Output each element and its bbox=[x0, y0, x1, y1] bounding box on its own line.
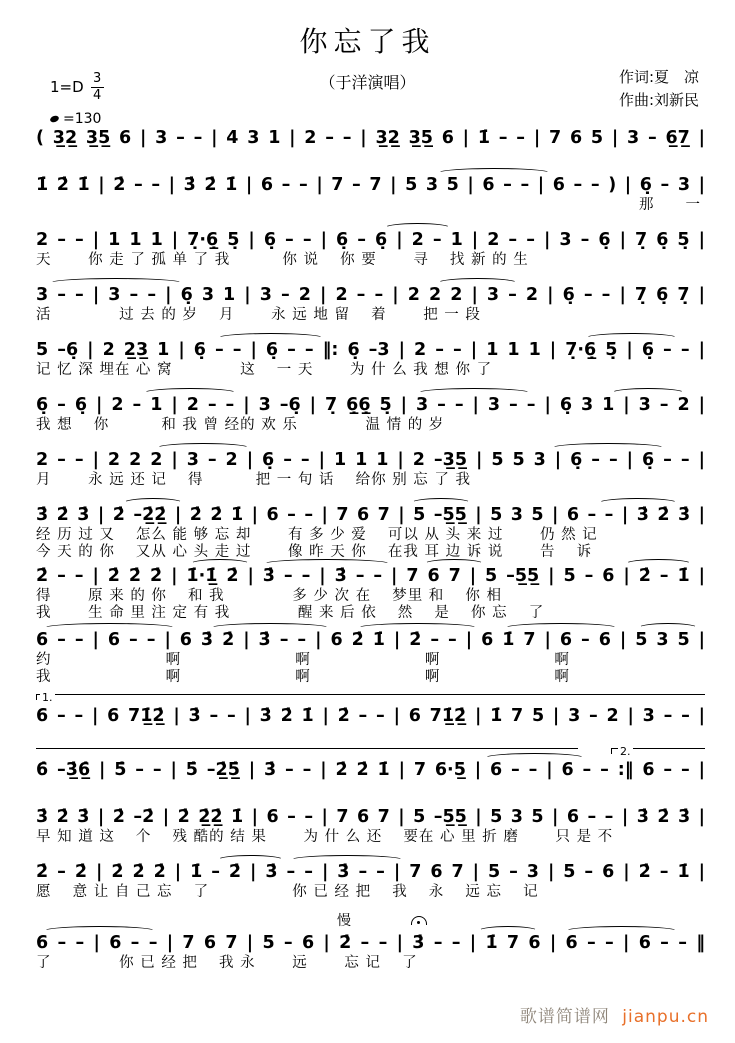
notation-line: 5 –6̣ | 2 2̲3̲ 1 | 6̣ – – | 6̣ – – ‖: 6̣ –3 | 2 – – | 1 1 1 | 7̣·6̲̣ 5̣ | 6̣ – – | bbox=[36, 340, 705, 360]
notation-line: 2 – – | 2 2 2 | 3 – 2 | 6̣ – – | 1 1 1 | 2 –3̲5̲ | 5 5 3 | 6̣ – – | 6̣ – – | bbox=[36, 450, 705, 470]
score bbox=[36, 126, 705, 972]
score-system bbox=[36, 564, 705, 622]
score-system bbox=[36, 691, 705, 728]
score-system bbox=[36, 338, 705, 379]
notation-line: 3̇ 2̇ 3̇ | 2̇ –2̲̇2̲̇ | 2̇ 2̇ 1̇ | 6 – – | 7 6 7 | 5 –5̲5̲ | 5 3 5 | 6 – – | 3̇ 2̇ 3̇ | bbox=[36, 505, 705, 525]
notation-line: 1̇ 2̇ 1̇ | 2̇ – – | 3̇ 2̇ 1̇ | 6 – – | 7 – 7 | 5 3 5 | 6 – – | 6 – – ) | 6̣ – 3 | bbox=[36, 175, 705, 195]
volta-brackets bbox=[36, 745, 705, 758]
lyrics-line: 天 你 走 了 孤 单 了 我 你 说 你 要 寻 找 新 的 生 bbox=[36, 252, 529, 268]
time-signature bbox=[91, 72, 104, 102]
score-system bbox=[36, 860, 705, 901]
tempo-marking bbox=[50, 111, 104, 127]
notation-line: 2 – – | 1 1 1 | 7̣·6̲̣ 5̣ | 6̣ – – | 6̣ – 6̣ | 2 – 1 | 2 – – | 3 – 6̣ | 7̣ 6̣ 5̣ | bbox=[36, 230, 705, 250]
lyrics-line: 早 知 道 这 个 残 酷的 结 果 为 什 么 还 要在 心 里 折 磨 只 是 不 bbox=[36, 829, 614, 845]
lyrics-line: 得 原 来 的 你 和 我 多 少 次 在 梦里 和 你 相 bbox=[36, 588, 503, 604]
volta-1-line bbox=[36, 694, 705, 700]
lyrics-line: 了 你 已 经 把 我 永 远 忘 记 了 bbox=[36, 955, 418, 971]
notation-line: 6 – – | 6 – – | 6 3̇ 2̇ | 3̇ – – | 6 2̇ 1̇ | 2̇ – – | 6 1̇ 7 | 6 – 6 | 5 3 5 | bbox=[36, 630, 705, 650]
performer-note: （于洋演唱） bbox=[319, 73, 416, 92]
lyrics-line: 月 永 远 还 记 得 把 一 句 话 给你 别 忘 了 我 bbox=[36, 472, 472, 488]
notation-line: 6̣ – 6̣ | 2 – 1 | 2 – – | 3 –6̣ | 7̣ 6̲̣6̲̣ 5̣ | 3 – – | 3 – – | 6̣ 3 1 | 3 – 2 | bbox=[36, 395, 705, 415]
lyrics-line: 今 天 的 你 又从 心 头 走 过 像 昨 天 你 在我 耳 边 诉 说 告 诉 bbox=[36, 544, 593, 560]
notation-line: 3 – – | 3 – – | 6̣ 3 1 | 3 – 2 | 2 – – | 2 2 2 | 3 – 2 | 6̣ – – | 7̣ 6̣ 7̣ | bbox=[36, 285, 705, 305]
score-system bbox=[36, 745, 705, 782]
volta-2-label: 2. bbox=[620, 745, 631, 758]
quarter-note-icon bbox=[49, 115, 60, 124]
notation-line: 6 – – | 6 – – | 7 6 7 | 5 – 6 | 2̇ – – | 3̇ – – | 1̇ 7 6 | 6 – – | 6 – – ‖ bbox=[36, 933, 705, 953]
notation-line: 2̇ – 2̇ | 2̇ 2̇ 2̇ | 1̇ – 2̇ | 3̇ – – | 3̇ – – | 7 6 7 | 5 – 3 | 5 – 6 | 2̇ – 1̇ | bbox=[36, 862, 705, 882]
song-title: 你忘了我 bbox=[299, 25, 436, 58]
tempo-value: =130 bbox=[63, 111, 102, 128]
notation-line: ( 3̲2̲ 3̲5̲ 6 | 3 – – | 4 3 1 | 2 – – | 3̲2̲ 3̲5̲ 6 | 1̇ – – | 7 6 5 | 3 – 6̲7̲ | bbox=[36, 128, 705, 148]
lyrics-line: 愿 意 让 自 己 忘 了 你 已 经 把 我 永 远 忘 记 bbox=[36, 884, 539, 900]
score-system bbox=[36, 448, 705, 489]
score-system bbox=[36, 126, 705, 150]
notation-line: 6 – – | 6 71̲̇2̲̇ | 3̇ – – | 3̇ 2̇ 1̇ | 2̇ – – | 6 71̲̇2̲̇ | 1̇ 7 5 | 3 – 2 | 3 – – | bbox=[36, 706, 705, 726]
lyrics-line: 那 一 bbox=[639, 197, 701, 213]
score-system bbox=[36, 393, 705, 434]
credits bbox=[619, 66, 699, 113]
notation-line: 3̇ 2̇ 3̇ | 2̇ –2̇ | 2̇ 2̲̇2̲̇ 1̇ | 6 – – | 7 6 7 | 5 –5̲5̲ | 5 3 5 | 6 – – | 3̇ 2̇ 3̇ | bbox=[36, 807, 705, 827]
watermark-site-url[interactable]: jianpu.cn bbox=[622, 1007, 709, 1027]
score-system bbox=[36, 628, 705, 686]
notation-line: 2̇ – – | 2̇ 2̇ 2̇ | 1̇·1̲̇ 2̇ | 3̇ – – | 3̇ – – | 7 6 7 | 5 –5̲5̲ | 5 – 6 | 2̇ – 1̇ | bbox=[36, 566, 705, 586]
time-signature-denominator: 4 bbox=[93, 87, 102, 103]
lyricist-credit: 作词:夏 凉 bbox=[618, 68, 699, 86]
score-system bbox=[36, 228, 705, 269]
lyrics-line: 活 过 去 的 岁 月 永 远 地 留 着 把 一 段 bbox=[36, 307, 481, 323]
watermark-site-name: 歌谱简谱网 bbox=[519, 1007, 610, 1027]
volta-1-bracket bbox=[36, 691, 705, 704]
score-system bbox=[36, 503, 705, 561]
lyrics-line: 约 啊 啊 啊 啊 bbox=[36, 652, 570, 668]
composer-credit: 作曲:刘新民 bbox=[618, 91, 699, 110]
key-signature: 1=D bbox=[50, 78, 84, 97]
lyrics-line: 我 啊 啊 啊 啊 bbox=[36, 669, 570, 685]
notation-line: 6̇ –3̲̇6̲̇ | 5̇ – – | 5̇ –2̲̇5̲̇ | 3̇ – – | 2̇ 2̇ 1̇ | 7 6·5̲ | 6 – – | 6 – – :‖ 6 – – | bbox=[36, 760, 705, 780]
volta-1-label: 1. bbox=[42, 691, 53, 704]
lyrics-line: 我 生 命 里 注 定 有 我 醒 来 后 依 然 是 你 忘 了 bbox=[36, 605, 545, 621]
score-system bbox=[36, 283, 705, 324]
score-system bbox=[36, 173, 705, 214]
lyrics-line: 记 忆 深 埋在 心 窝 这 一 天 为 什 么 我 想 你 了 bbox=[36, 362, 493, 378]
lyrics-line: 我 想 你 和 我 曾 经的 欢 乐 温 情 的 岁 bbox=[36, 417, 445, 433]
slow-tempo-mark: 慢 bbox=[337, 913, 352, 929]
time-signature-numerator: 3 bbox=[93, 71, 102, 86]
key-time-tempo-block bbox=[50, 72, 104, 127]
lyrics-line: 经 历 过 又 怎么 能 够 忘 却 有 多 少 爱 可以 从 头 来 过 仍 然 记 bbox=[36, 527, 598, 543]
score-system bbox=[36, 805, 705, 846]
volta-1-line-continued bbox=[36, 748, 578, 754]
watermark bbox=[520, 1002, 709, 1027]
fermata-icon bbox=[411, 916, 427, 925]
score-system bbox=[36, 913, 705, 972]
